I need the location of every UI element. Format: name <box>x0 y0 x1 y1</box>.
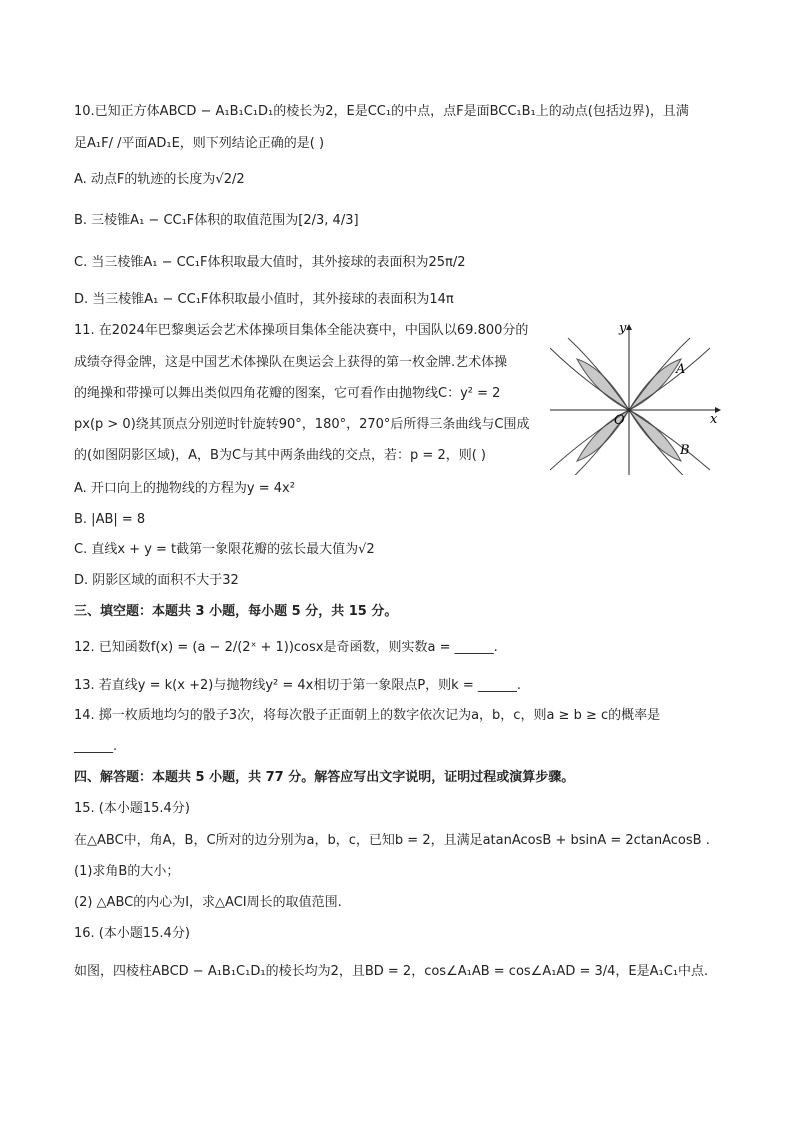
point-a-label: A <box>676 362 686 377</box>
q15-part-2: (2) △ABC的内心为I，求△ACI周长的取值范围. <box>74 895 342 910</box>
q16-title: 16. (本小题15.4分) <box>74 926 190 941</box>
q14-line-2: ______. <box>74 739 118 754</box>
q13-text: 13. 若直线y = k(x +2)与抛物线y² = 4x相切于第一象限点P，则k = ______. <box>74 678 522 693</box>
q11-option-a: A. 开口向上的抛物线的方程为y = 4x² <box>74 481 295 496</box>
q15-part-1: (1)求角B的大小； <box>74 864 180 879</box>
q10-option-b: B. 三棱锥A₁ − CC₁F体积的取值范围为[2/3, 4/3] <box>74 213 359 228</box>
petal-fourth-quadrant <box>629 410 681 461</box>
q10-option-c: C. 当三棱锥A₁ − CC₁F体积取最大值时，其外接球的表面积为25π/2 <box>74 255 466 270</box>
q11-stem-line-5: 的(如图阴影区域)，A，B为C与其中两条曲线的交点，若：p = 2，则( ) <box>74 448 486 463</box>
point-b-label: B <box>680 443 690 458</box>
q11-option-d: D. 阴影区域的面积不大于32 <box>74 573 239 588</box>
section-4-header: 四、解答题：本题共 5 小题，共 77 分。解答应写出文字说明，证明过程或演算步骤。 <box>74 770 575 785</box>
section-3-header: 三、填空题：本题共 3 小题，每小题 5 分，共 15 分。 <box>74 604 398 619</box>
q16-stem: 如图，四棱柱ABCD − A₁B₁C₁D₁的棱长均为2，且BD = 2，cos∠A₁AB = cos∠A₁AD = 3/4，E是A₁C₁中点. <box>74 964 709 979</box>
parabola-down <box>550 410 710 470</box>
q11-stem-line-4: px(p > 0)绕其顶点分别逆时针旋转90°，180°，270°后所得三条曲线与C围成 <box>74 417 530 432</box>
y-axis-label: y <box>619 321 627 336</box>
petal-first-quadrant <box>629 359 681 410</box>
q11-option-b: B. |AB| = 8 <box>74 512 146 527</box>
q11-stem-line-3: 的绳操和带操可以舞出类似四角花瓣的图案，它可看作由抛物线C：y² = 2 <box>74 386 501 401</box>
x-axis-label: x <box>710 412 718 427</box>
q11-option-c: C. 直线x + y = t截第一象限花瓣的弦长最大值为√2 <box>74 542 375 557</box>
q10-stem-line-1: 10.已知正方体ABCD − A₁B₁C₁D₁的棱长为2，E是CC₁的中点，点F是面BCC₁B₁上的动点(包括边界)，且满 <box>74 104 689 119</box>
q11-stem-line-1: 11. 在2024年巴黎奥运会艺术体操项目集体全能决赛中，中国队以69.800分的 <box>74 323 529 338</box>
y-axis-arrow <box>626 324 632 330</box>
q12-text: 12. 已知函数f(x) = (a − 2/(2ˣ + 1))cosx是奇函数，则实数a = ______. <box>74 640 498 655</box>
q11-stem-line-2: 成绩夺得金牌，这是中国艺术体操队在奥运会上获得的第一枚金牌.艺术体操 <box>74 355 508 370</box>
petal-second-quadrant <box>577 359 629 410</box>
q14-line-1: 14. 掷一枚质地均匀的骰子3次，将每次骰子正面朝上的数字依次记为a，b，c，则a ≥ b ≥ c的概率是 <box>74 708 661 723</box>
q15-title: 15. (本小题15.4分) <box>74 801 190 816</box>
origin-label: O <box>614 413 625 428</box>
parabola-up <box>550 348 710 410</box>
q15-stem: 在△ABC中，角A，B，C所对的边分别为a，b，c，已知b = 2，且满足atanAcosB + bsinA = 2ctanAcosB . <box>74 833 710 848</box>
q10-option-a: A. 动点F的轨迹的长度为√2/2 <box>74 172 245 187</box>
q10-option-d: D. 当三棱锥A₁ − CC₁F体积取最小值时，其外接球的表面积为14π <box>74 292 454 307</box>
q10-stem-line-2: 足A₁F/ /平面AD₁E，则下列结论正确的是( ) <box>74 136 325 151</box>
parabola-petal-figure <box>550 320 725 475</box>
